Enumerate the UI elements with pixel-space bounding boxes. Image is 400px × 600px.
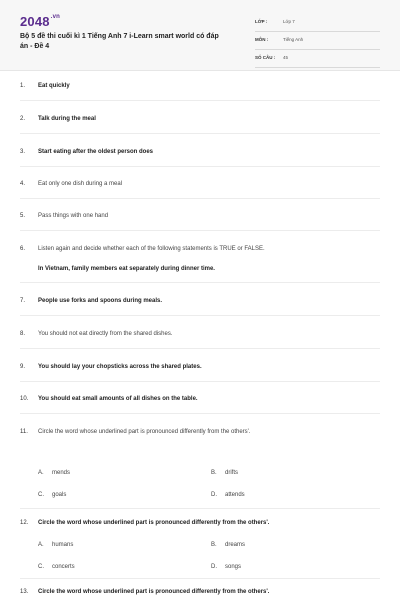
question-text: Start eating after the oldest person does — [38, 149, 154, 155]
divider — [20, 413, 380, 414]
option-text: mends — [52, 470, 71, 476]
option-text: goals — [52, 492, 67, 498]
option-text: attends — [225, 492, 245, 498]
question-number: 10. — [20, 396, 29, 402]
meta-value: 45 — [283, 55, 289, 60]
divider — [20, 578, 380, 579]
divider — [20, 348, 380, 349]
meta-row-count — [255, 52, 380, 68]
question-number: 5. — [20, 213, 26, 219]
question-number: 13. — [20, 589, 29, 595]
question-text: Pass things with one hand — [38, 213, 109, 219]
option-text: concerts — [52, 564, 75, 570]
question-number: 11. — [20, 429, 28, 435]
meta-row-subject — [255, 34, 380, 50]
divider — [20, 315, 380, 316]
option-text: humans — [52, 542, 74, 548]
divider — [20, 381, 380, 382]
meta-label: SỐ CÂU : — [255, 55, 276, 60]
divider — [20, 282, 380, 283]
option-letter: C. — [38, 492, 44, 498]
question-number: 6. — [20, 246, 26, 252]
option-text: songs — [225, 564, 242, 570]
divider — [20, 508, 380, 509]
meta-label: MÔN : — [255, 37, 269, 42]
question-number: 2. — [20, 116, 26, 122]
question-text: You should eat small amounts of all dishes on the table. — [38, 396, 198, 402]
question-text: Circle the word whose underlined part is pronounced differently from the others'. — [38, 429, 251, 435]
question-subtext: In Vietnam, family members eat separately during dinner time. — [38, 266, 215, 272]
site-logo[interactable] — [20, 14, 60, 29]
option-letter: B. — [211, 542, 217, 548]
question-text: Talk during the meal — [38, 116, 96, 122]
meta-label: LỚP : — [255, 19, 268, 24]
question-number: 8. — [20, 331, 26, 337]
question-text: Circle the word whose underlined part is pronounced differently from the others'. — [38, 520, 270, 526]
meta-value: Lớp 7 — [283, 19, 295, 24]
option-letter: C. — [38, 564, 44, 570]
question-text: You should lay your chopsticks across the shared plates. — [38, 364, 202, 370]
option-letter: D. — [211, 564, 217, 570]
question-number: 7. — [20, 298, 26, 304]
question-text: Circle the word whose underlined part is pronounced differently from the others'. — [38, 589, 270, 595]
question-text: Eat quickly — [38, 83, 70, 89]
divider — [20, 230, 380, 231]
divider — [20, 198, 380, 199]
meta-value: Tiếng Anh — [283, 37, 304, 42]
question-text: People use forks and spoons during meals. — [38, 298, 163, 304]
question-text: You should not eat directly from the shared dishes. — [38, 331, 173, 337]
option-letter: B. — [211, 470, 217, 476]
option-letter: A. — [38, 470, 44, 476]
meta-row-class — [255, 16, 380, 32]
option-letter: D. — [211, 492, 217, 498]
document-title: Bộ 5 đề thi cuối kì 1 Tiếng Anh 7 i-Learn smart world có đáp án - Đề 4 — [20, 33, 219, 50]
option-letter: A. — [38, 542, 44, 548]
document-header — [0, 0, 400, 71]
question-number: 1. — [20, 83, 26, 89]
logo-suffix: .vn — [50, 14, 61, 20]
document-meta — [255, 16, 380, 70]
question-text: Listen again and decide whether each of the following statements is TRUE or FALSE. — [38, 246, 265, 252]
option-text: drifts — [225, 470, 239, 476]
question-text: Eat only one dish during a meal — [38, 181, 123, 187]
option-text: dreams — [225, 542, 246, 548]
question-number: 9. — [20, 364, 26, 370]
question-number: 4. — [20, 181, 26, 187]
divider — [20, 133, 380, 134]
question-number: 12. — [20, 520, 29, 526]
divider — [20, 166, 380, 167]
divider — [20, 100, 380, 101]
logo-main: 2048 — [20, 14, 50, 29]
question-number: 3. — [20, 149, 26, 155]
